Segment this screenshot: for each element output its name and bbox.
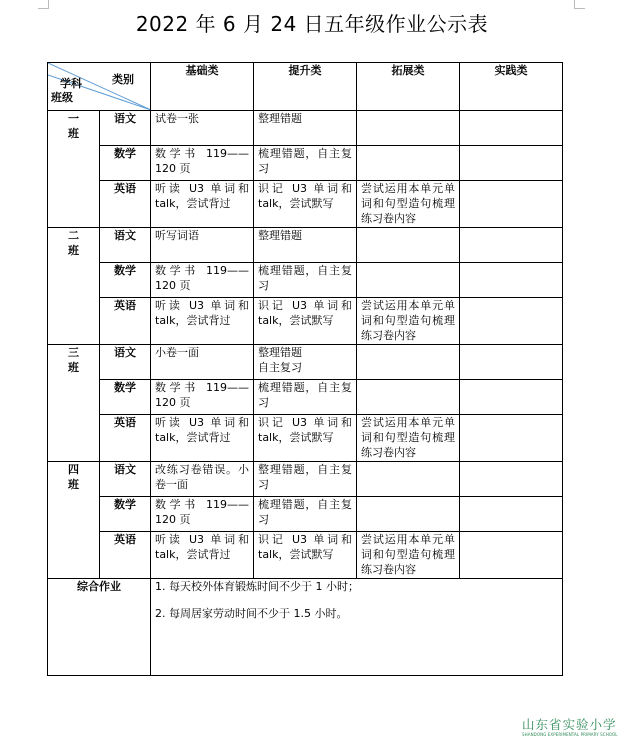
summary-label: 综合作业 bbox=[48, 579, 151, 676]
table-row bbox=[48, 380, 563, 415]
practice-homework-cell bbox=[460, 415, 563, 462]
improve-homework-cell: 整理错题，自主复习 bbox=[254, 462, 357, 497]
corner-label-category: 类别 bbox=[112, 73, 134, 86]
practice-homework-cell bbox=[460, 146, 563, 181]
column-header-basic: 基础类 bbox=[151, 63, 254, 111]
practice-homework-cell bbox=[460, 345, 563, 380]
table-row bbox=[48, 298, 563, 345]
school-logo bbox=[522, 718, 624, 740]
corner-label-subject: 学科 bbox=[60, 77, 82, 90]
page-title: 2022 年 6 月 24 日五年级作业公示表 bbox=[135, 12, 489, 36]
subject-cell: 数学 bbox=[100, 146, 151, 181]
subject-cell: 英语 bbox=[100, 298, 151, 345]
basic-homework-cell: 数学书 119——120 页 bbox=[151, 146, 254, 181]
basic-homework-cell: 听读 U3 单词和 talk，尝试背过 bbox=[151, 181, 254, 228]
improve-homework-cell: 梳理错题，自主复习 bbox=[254, 263, 357, 298]
summary-item: 1. 每天校外体育锻炼时间不少于 1 小时； bbox=[155, 580, 359, 593]
basic-homework-cell: 听读 U3 单词和 talk，尝试背过 bbox=[151, 298, 254, 345]
extend-homework-cell: 尝试运用本单元单词和句型造句梳理练习卷内容 bbox=[357, 298, 460, 345]
extend-homework-cell bbox=[357, 380, 460, 415]
table-row bbox=[48, 181, 563, 228]
practice-homework-cell bbox=[460, 462, 563, 497]
improve-homework-cell: 整理错题 自主复习 bbox=[254, 345, 357, 380]
subject-cell: 数学 bbox=[100, 497, 151, 532]
subject-cell: 数学 bbox=[100, 263, 151, 298]
improve-homework-cell: 梳理错题，自主复习 bbox=[254, 497, 357, 532]
basic-homework-cell: 试卷一张 bbox=[151, 111, 254, 146]
subject-cell: 语文 bbox=[100, 228, 151, 263]
school-logo-name: 山东省实验小学 bbox=[522, 717, 617, 732]
class-name-cell bbox=[48, 228, 100, 345]
basic-homework-cell: 小卷一面 bbox=[151, 345, 254, 380]
class-name-char: 班 bbox=[68, 361, 79, 374]
improve-homework-cell: 梳理错题，自主复习 bbox=[254, 146, 357, 181]
homework-table bbox=[47, 62, 563, 676]
extend-homework-cell bbox=[357, 263, 460, 298]
improve-homework-cell: 识记 U3 单词和 talk，尝试默写 bbox=[254, 298, 357, 345]
extend-homework-cell bbox=[357, 146, 460, 181]
basic-homework-cell: 数学书 119——120 页 bbox=[151, 263, 254, 298]
improve-homework-cell: 识记 U3 单词和 talk，尝试默写 bbox=[254, 415, 357, 462]
summary-body bbox=[151, 579, 563, 676]
class-name-char: 三 bbox=[68, 346, 79, 359]
extend-homework-cell bbox=[357, 497, 460, 532]
extend-homework-cell: 尝试运用本单元单词和句型造句梳理练习卷内容 bbox=[357, 415, 460, 462]
basic-homework-cell: 数学书 119——120 页 bbox=[151, 380, 254, 415]
extend-homework-cell: 尝试运用本单元单词和句型造句梳理练习卷内容 bbox=[357, 181, 460, 228]
practice-homework-cell bbox=[460, 228, 563, 263]
class-name-char: 一 bbox=[68, 112, 79, 125]
basic-homework-cell: 数学书 119——120 页 bbox=[151, 497, 254, 532]
subject-cell: 语文 bbox=[100, 462, 151, 497]
subject-cell: 英语 bbox=[100, 532, 151, 579]
subject-cell: 数学 bbox=[100, 380, 151, 415]
extend-homework-cell: 尝试运用本单元单词和句型造句梳理练习卷内容 bbox=[357, 532, 460, 579]
basic-homework-cell: 听读 U3 单词和 talk，尝试背过 bbox=[151, 532, 254, 579]
subject-cell: 英语 bbox=[100, 181, 151, 228]
practice-homework-cell bbox=[460, 380, 563, 415]
class-name-char: 四 bbox=[68, 463, 79, 476]
subject-cell: 语文 bbox=[100, 111, 151, 146]
improve-homework-cell: 整理错题 bbox=[254, 228, 357, 263]
table-row bbox=[48, 228, 563, 263]
column-header-improve: 提升类 bbox=[254, 63, 357, 111]
extend-homework-cell bbox=[357, 228, 460, 263]
improve-homework-cell: 整理错题 bbox=[254, 111, 357, 146]
practice-homework-cell bbox=[460, 111, 563, 146]
table-row bbox=[48, 462, 563, 497]
table-row bbox=[48, 345, 563, 380]
corner-header-cell bbox=[48, 63, 151, 111]
basic-homework-cell: 听读 U3 单词和 talk，尝试背过 bbox=[151, 415, 254, 462]
table-row bbox=[48, 263, 563, 298]
table-row bbox=[48, 497, 563, 532]
table-row bbox=[48, 111, 563, 146]
practice-homework-cell bbox=[460, 298, 563, 345]
class-name-char: 二 bbox=[68, 229, 79, 242]
summary-row bbox=[48, 579, 563, 676]
column-header-practice: 实践类 bbox=[460, 63, 563, 111]
subject-cell: 语文 bbox=[100, 345, 151, 380]
extend-homework-cell bbox=[357, 345, 460, 380]
improve-homework-cell: 梳理错题，自主复习 bbox=[254, 380, 357, 415]
corner-label-class: 班级 bbox=[51, 91, 73, 104]
summary-item: 2. 每周居家劳动时间不少于 1.5 小时。 bbox=[155, 607, 348, 620]
practice-homework-cell bbox=[460, 532, 563, 579]
class-name-cell bbox=[48, 111, 100, 228]
class-name-cell bbox=[48, 345, 100, 462]
improve-homework-cell: 识记 U3 单词和 talk，尝试默写 bbox=[254, 532, 357, 579]
subject-cell: 英语 bbox=[100, 415, 151, 462]
improve-homework-cell: 识记 U3 单词和 talk，尝试默写 bbox=[254, 181, 357, 228]
table-row bbox=[48, 532, 563, 579]
school-logo-english: SHANDONG EXPERIMENTAL PRIMARY SCHOOL bbox=[522, 732, 618, 737]
table-row bbox=[48, 415, 563, 462]
extend-homework-cell bbox=[357, 111, 460, 146]
header-row bbox=[48, 63, 563, 111]
class-name-char: 班 bbox=[68, 127, 79, 140]
practice-homework-cell bbox=[460, 263, 563, 298]
extend-homework-cell bbox=[357, 462, 460, 497]
practice-homework-cell bbox=[460, 497, 563, 532]
class-name-char: 班 bbox=[68, 478, 79, 491]
class-name-cell bbox=[48, 462, 100, 579]
basic-homework-cell: 改练习卷错误。小卷一面 bbox=[151, 462, 254, 497]
column-header-extend: 拓展类 bbox=[357, 63, 460, 111]
basic-homework-cell: 听写词语 bbox=[151, 228, 254, 263]
class-name-char: 班 bbox=[68, 244, 79, 257]
practice-homework-cell bbox=[460, 181, 563, 228]
table-row bbox=[48, 146, 563, 181]
